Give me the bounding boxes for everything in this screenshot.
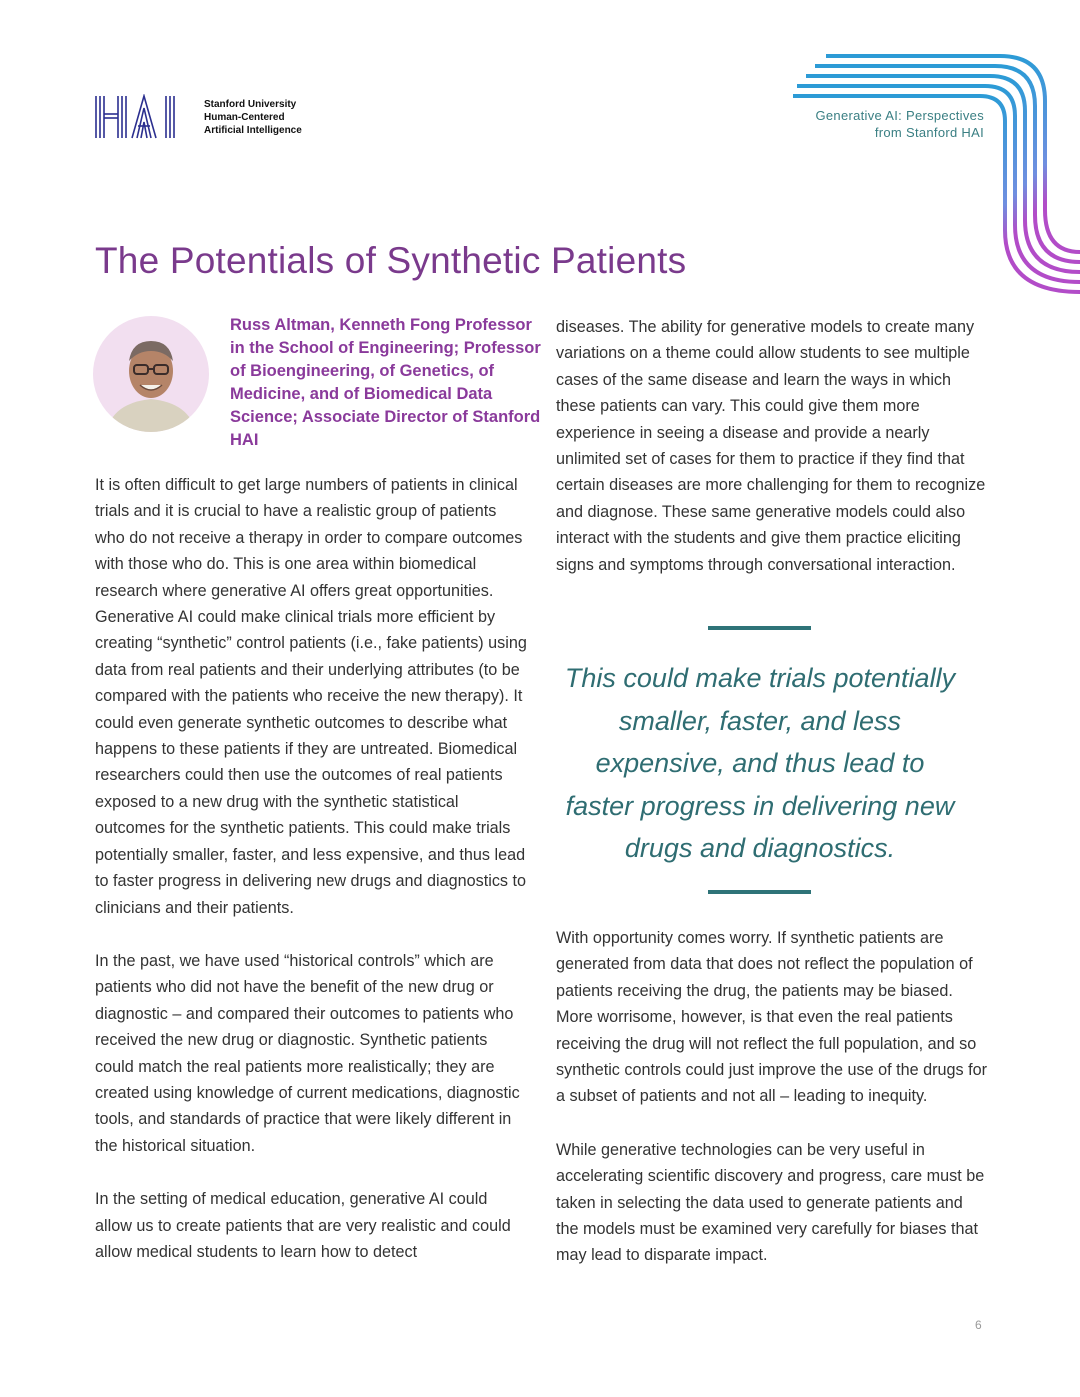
body-paragraph: With opportunity comes worry. If synthetic patients are generated from data that does not reflect the population of patients receiving the drug, the patients may be biased. More worrisome, however, is that even the real patients receiving the drug will not reflect the full population, and so synthetic controls could just improve the use of the drugs for a subset of patients and not all – leading to inequity. <box>556 929 987 1106</box>
body-paragraph: In the past, we have used “historical controls” which are patients who did not have the benefit of the new drug or diagnostic – and compared their outcomes to patients who received the new drug or diagnostic. Synthetic patients could match the real patients more realistically; they are created using knowledge of current medications, diagnostic tools, and standards of practice that were likely different in the historical situation. <box>95 951 520 1155</box>
hai-logo <box>94 94 302 140</box>
author-byline: Russ Altman, Kenneth Fong Professor in the School of Engineering; Professor of Bioengineering, of Genetics, of Medicine, and of Biomedical Data Science; Associate Director of Stanford HAI <box>230 316 541 449</box>
logo-line-2: Human-Centered <box>204 111 285 123</box>
hai-logo-mark <box>94 94 194 140</box>
pull-quote-bottom-rule <box>708 890 811 894</box>
logo-line-3: Artificial Intelligence <box>204 124 302 136</box>
decorative-corner-lines <box>780 40 1080 300</box>
pull-quote: This could make trials potentially smaller, faster, and less expensive, and thus lead to faster progress in delivering new drugs and diagnostics. <box>564 663 956 863</box>
right-column-top <box>556 314 988 605</box>
logo-wordmark <box>204 98 302 137</box>
page-title: The Potentials of Synthetic Patients <box>95 240 687 281</box>
author-photo <box>92 315 210 433</box>
left-column <box>95 472 527 1292</box>
body-paragraph: In the setting of medical education, generative AI could allow us to create patients that are very realistic and could allow medical students to learn how to detect <box>95 1190 511 1261</box>
pull-quote-top-rule <box>708 626 811 630</box>
page-number: 6 <box>975 1318 982 1332</box>
logo-line-1: Stanford University <box>204 98 297 110</box>
body-paragraph: diseases. The ability for generative models to create many variations on a theme could allow students to see multiple cases of the same disease and learn the ways in which these patients can vary. This could give them more experience in seeing a disease and provide a nearly unlimited set of cases for them to practice if they find that certain diseases are more challenging for them to recognize and diagnose. These same generative models could also interact with the students and give them practice eliciting signs and symptoms through conversational interaction. <box>556 318 986 574</box>
series-line-2: from Stanford HAI <box>874 125 984 140</box>
body-paragraph: It is often difficult to get large numbers of patients in clinical trials and it is crucial to have a realistic group of patients who do not receive a therapy in order to compare outcomes with those who do. This is one area within biomedical research where generative AI offers great opportunities. Generative AI could make clinical trials more efficient by creating “synthetic” control patients (i.e., fake patients) using data from real patients and their underlying attributes (to be compared with the patients who receive the new therapy). It could even generate synthetic outcomes to describe what happens to these patients if they are untreated. Biomedical researchers could then use the outcomes of real patients exposed to a new drug with the synthetic statistical outcomes for the synthetic patients. This could make trials potentially smaller, faster, and less expensive, and thus lead to faster progress in delivering new drugs and diagnostics to clinicians and their patients. <box>95 476 527 917</box>
series-line-1: Generative AI: Perspectives <box>815 108 984 123</box>
right-column-bottom <box>556 925 988 1296</box>
body-paragraph: While generative technologies can be very useful in accelerating scientific discovery and progress, care must be taken in selecting the data used to generate patients and the models must be examined very carefully for biases that may lead to disparate impact. <box>556 1140 985 1265</box>
